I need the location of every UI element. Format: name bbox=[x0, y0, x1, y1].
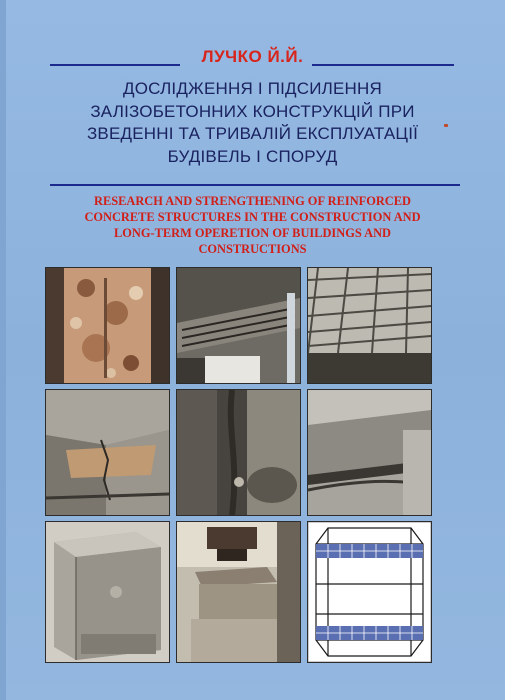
column-strengthening-test-photo bbox=[176, 521, 301, 663]
author-name: ЛУЧКО Й.Й. bbox=[201, 47, 304, 66]
corroded-concrete-column-photo bbox=[45, 267, 170, 384]
title-en-line: LONG-TERM OPERETION OF BUILDINGS AND bbox=[114, 226, 391, 240]
title-en-line: RESEARCH AND STRENGTHENING OF REINFORCED bbox=[94, 194, 411, 208]
cover-spine-edge bbox=[0, 0, 6, 700]
ribbed-slab-grid-ceiling-photo bbox=[307, 267, 432, 384]
title-en-line: CONCRETE STRUCTURES IN THE CONSTRUCTION AND bbox=[84, 210, 421, 224]
title-en-line: CONSTRUCTIONS bbox=[198, 242, 307, 256]
exposed-reinforcement-beam-photo bbox=[176, 267, 301, 384]
strengthened-beam-underside-photo bbox=[307, 389, 432, 516]
title-ua-line: ЗВЕДЕННІ ТА ТРИВАЛІЙ ЕКСПЛУАТАЦІЇ bbox=[86, 124, 419, 143]
damp-stained-column-photo bbox=[176, 389, 301, 516]
strengthening-scheme-drawing bbox=[307, 521, 432, 663]
print-speck bbox=[444, 124, 448, 127]
cracked-beam-joint-photo bbox=[45, 389, 170, 516]
title-ua-line: БУДІВЕЛЬ І СПОРУД bbox=[167, 146, 338, 166]
title-english bbox=[30, 193, 475, 257]
title-ua-line: ДОСЛІДЖЕННЯ І ПІДСИЛЕННЯ bbox=[123, 79, 382, 98]
middle-rule bbox=[50, 184, 460, 186]
title-ukrainian bbox=[40, 78, 465, 168]
title-ua-line: ЗАЛІЗОБЕТОННИХ КОНСТРУКЦІЙ ПРИ bbox=[90, 101, 415, 121]
damaged-concrete-block-photo bbox=[45, 521, 170, 663]
